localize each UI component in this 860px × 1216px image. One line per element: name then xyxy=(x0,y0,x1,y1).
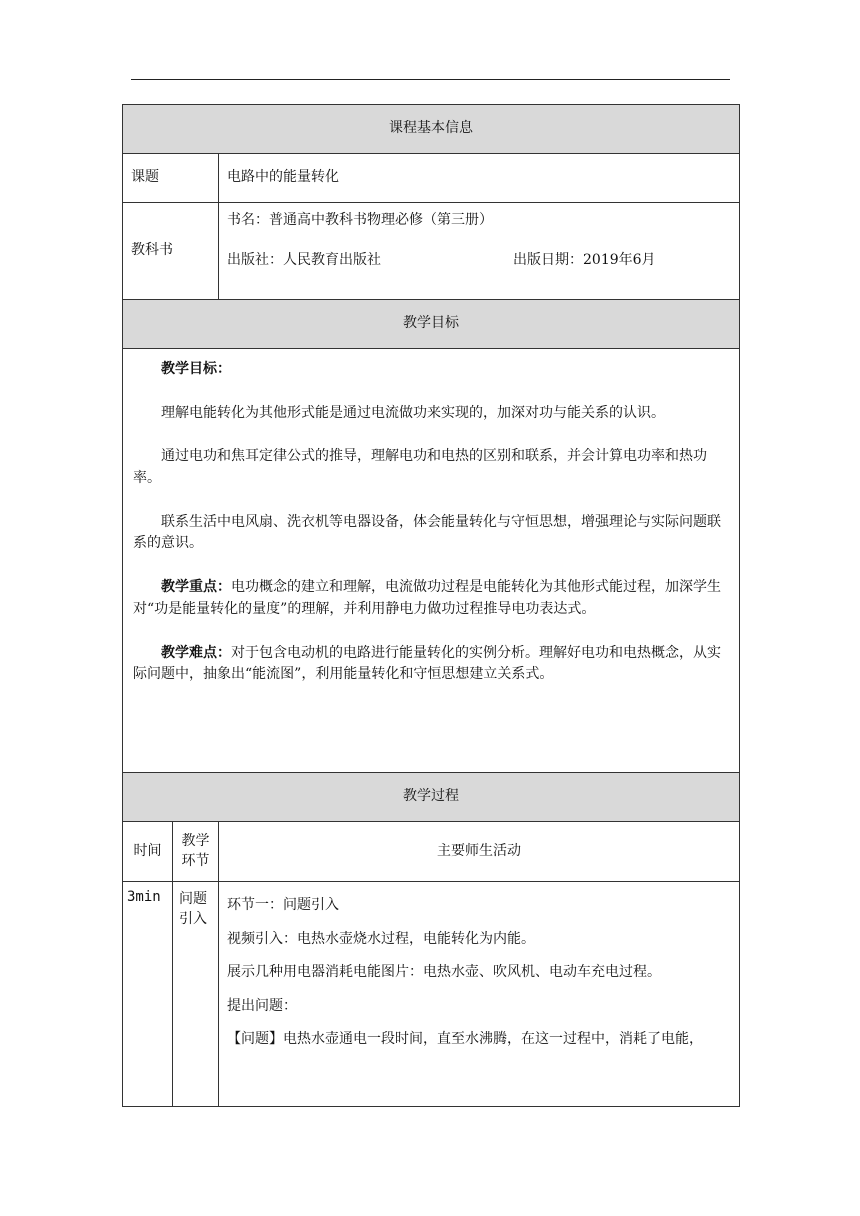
key-points-text: 电功概念的建立和理解，电流做功过程是电能转化为其他形式能过程，加深学生对“功是能量转化的量度”的理解，并利用静电力做功过程推导电功表达式。 xyxy=(133,579,721,617)
textbook-label: 教科书 xyxy=(123,203,219,300)
lesson-plan-table xyxy=(122,104,740,1107)
goal-3: 联系生活中电风扇、洗衣机等电器设备，体会能量转化与守恒思想，增强理论与实际问题联系的意识。 xyxy=(133,513,721,552)
key-points xyxy=(129,577,733,620)
textbook-info xyxy=(219,203,740,300)
key-points-label: 教学重点： xyxy=(161,579,231,596)
section-header-objectives: 教学目标 xyxy=(123,300,740,349)
difficulties xyxy=(129,643,733,686)
publisher-row xyxy=(227,251,731,271)
publisher: 出版社：人民教育出版社 xyxy=(227,252,381,268)
goal-1: 理解电能转化为其他形式能是通过电流做功来实现的，加深对功与能关系的认识。 xyxy=(161,404,665,421)
difficulties-label: 教学难点： xyxy=(161,644,231,661)
publish-date: 出版日期：2019年6月 xyxy=(513,252,656,268)
section-header-process: 教学过程 xyxy=(123,773,740,822)
topic-value: 电路中的能量转化 xyxy=(219,154,740,203)
goals-title: 教学目标： xyxy=(161,361,231,377)
book-name: 书名：普通高中教科书物理必修（第三册） xyxy=(227,212,493,228)
header-rule xyxy=(131,79,730,80)
row1-time: 3min xyxy=(123,882,173,1107)
row1-activities xyxy=(219,882,740,1107)
topic-label: 课题 xyxy=(123,154,219,203)
section-header-basic-info: 课程基本信息 xyxy=(123,105,740,154)
col-header-activity: 主要师生活动 xyxy=(219,822,740,882)
col-header-stage: 教学环节 xyxy=(173,822,219,882)
row1-stage: 问题引入 xyxy=(173,882,219,1107)
col-header-time: 时间 xyxy=(123,822,173,882)
difficulties-text: 对于包含电动机的电路进行能量转化的实例分析。理解好电功和电热概念，从实际问题中，抽象出“能流图”，利用能量转化和守恒思想建立关系式。 xyxy=(133,644,721,683)
row1-line: 视频引入：电热水壶烧水过程，电能转化为内能。 xyxy=(227,930,535,947)
objectives-body xyxy=(123,349,740,773)
row1-line: 提出问题： xyxy=(227,997,297,1014)
row1-line: 【问题】电热水壶通电一段时间，直至水沸腾，在这一过程中，消耗了电能， xyxy=(227,1031,703,1048)
row1-line: 展示几种用电器消耗电能图片：电热水壶、吹风机、电动车充电过程。 xyxy=(227,964,661,981)
row1-line: 环节一：问题引入 xyxy=(227,897,339,913)
goal-2: 通过电功和焦耳定律公式的推导，理解电功和电热的区别和联系，并会计算电功率和热功率。 xyxy=(133,448,707,487)
